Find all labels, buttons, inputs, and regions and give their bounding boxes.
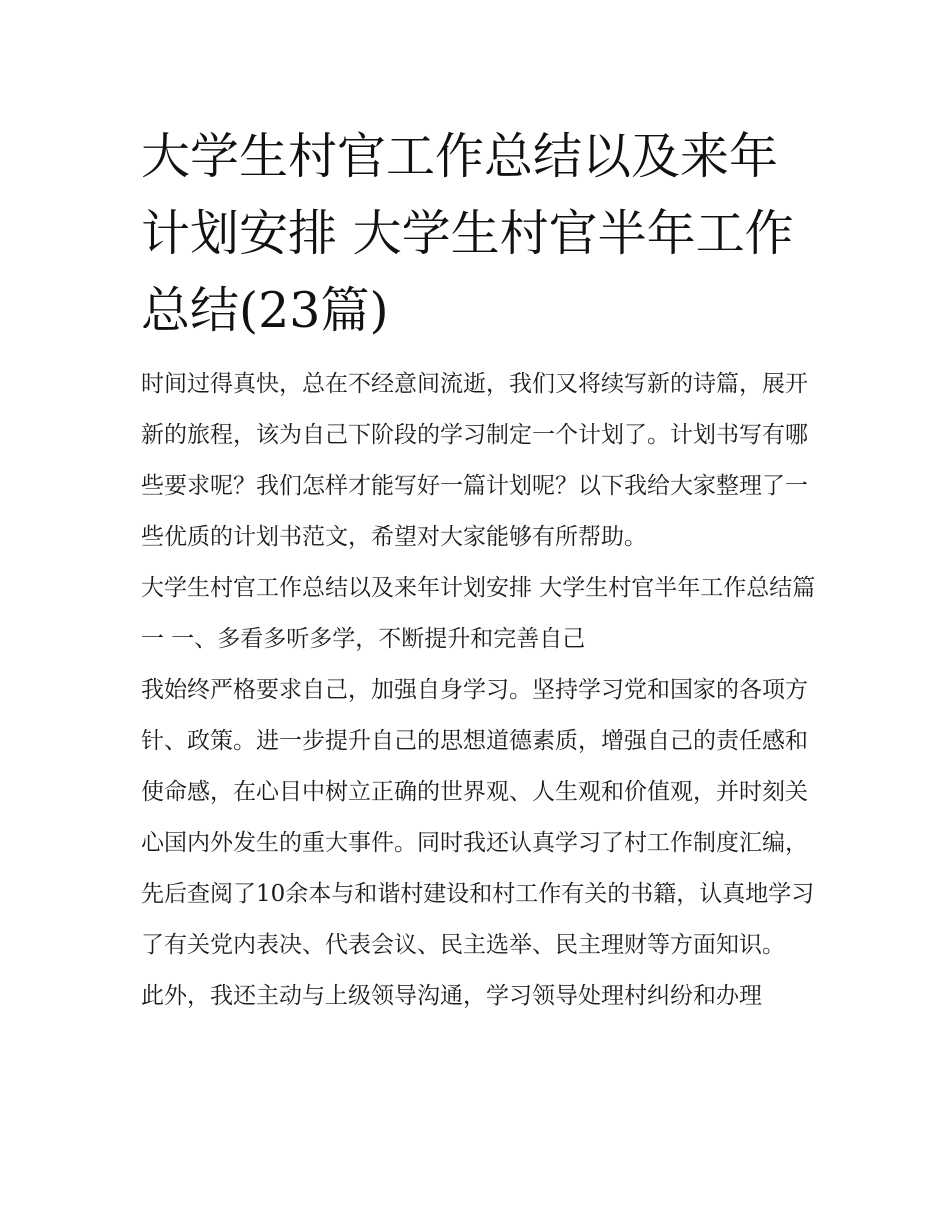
document-body [141,118,821,1022]
document-title: 大学生村官工作总结以及来年计划安排 大学生村官半年工作总结(23篇) [141,128,794,339]
paragraph-study: 我始终严格要求自己，加强自身学习。坚持学习党和国家的各项方针、政策。进一步提升自己的思想道德素质，增强自己的责任感和使命感，在心目中树立正确的世界观、人生观和价值观，并时刻关心国内外发生的重大事件。同时我还认真学习了村工作制度汇编，先后查阅了10余本与和谐村建设和村工作有关的书籍，认真地学习了有关党内表决、代表会议、民主选举、民主理财等方面知识。 [141,677,815,958]
paragraph-intro: 时间过得真快，总在不经意间流逝，我们又将续写新的诗篇，展开新的旅程，该为自己下阶段的学习制定一个计划了。计划书写有哪些要求呢？我们怎样才能写好一篇计划呢？以下我给大家整理了一些优质的计划书范文，希望对大家能够有所帮助。 [141,371,808,550]
paragraph-communication: 此外，我还主动与上级领导沟通，学习领导处理村纠纷和办理 [141,983,762,1009]
paragraph-section-heading: 大学生村官工作总结以及来年计划安排 大学生村官半年工作总结篇一 一、多看多听多学，不断提升和完善自己 [141,575,816,652]
